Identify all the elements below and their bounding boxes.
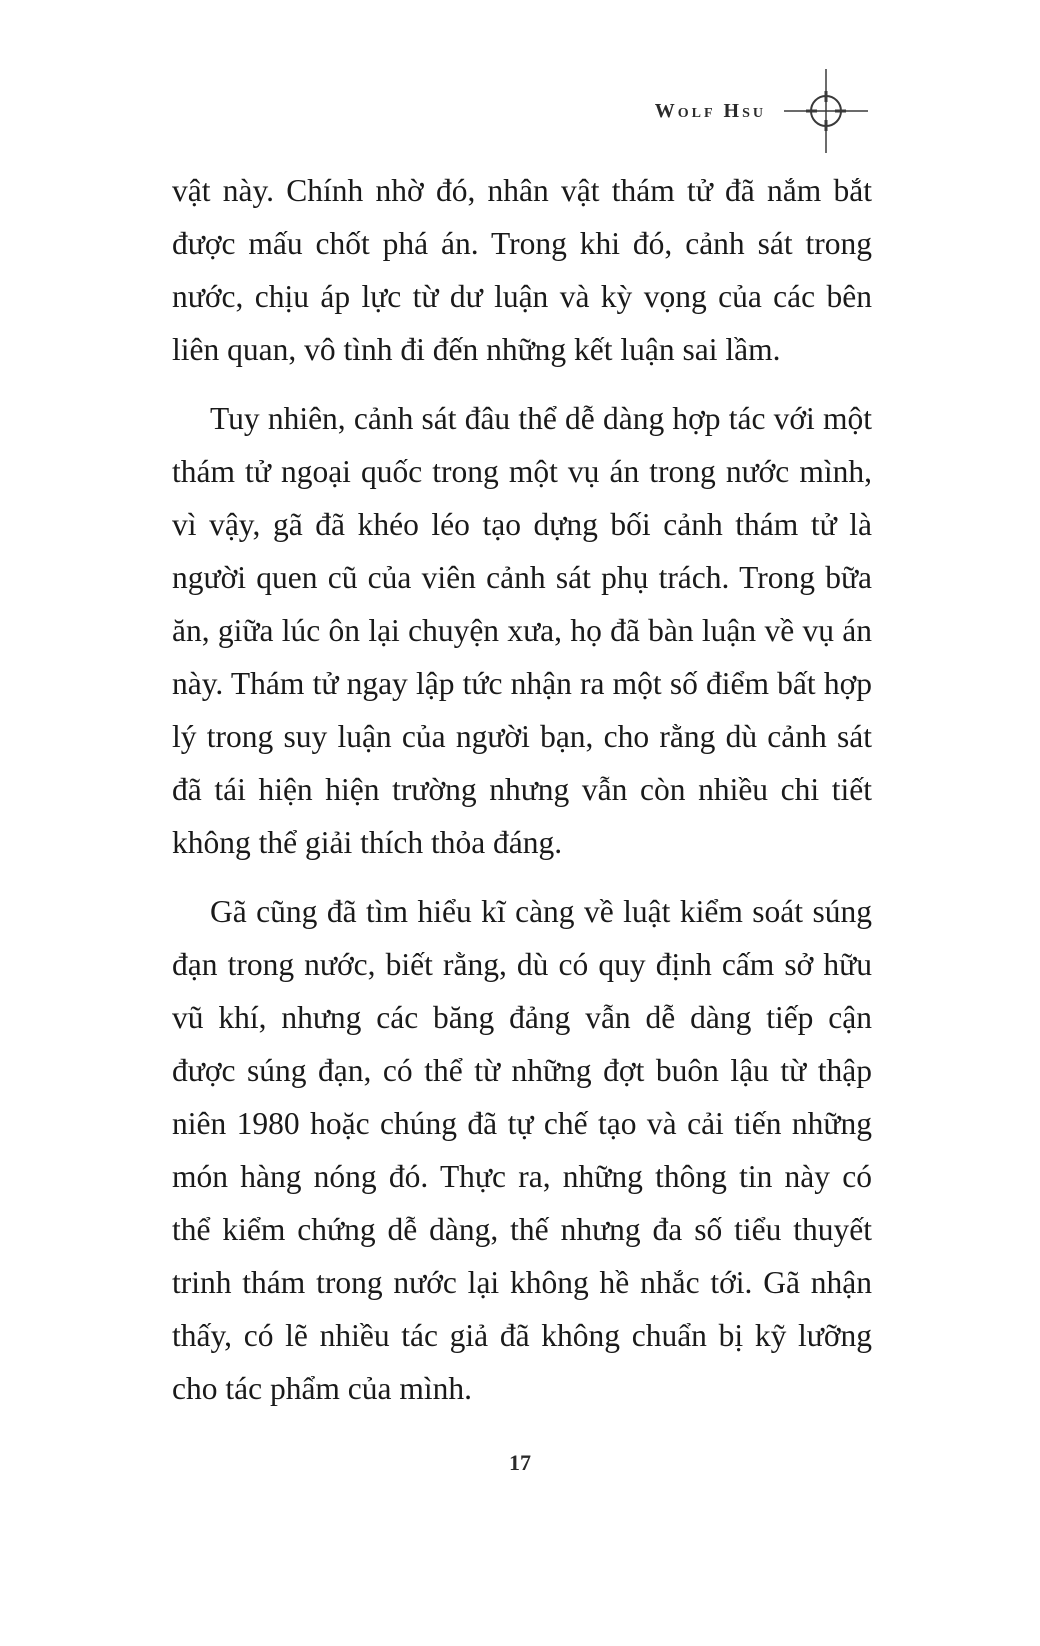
paragraph-1: vật này. Chính nhờ đó, nhân vật thám tử đã nắm bắt được mấu chốt phá án. Trong khi đó, cảnh sát trong nước, chịu áp lực từ dư luận và kỳ vọng của các bên liên quan, vô tình đi đến những kết luận sai lầm.: [172, 173, 872, 367]
running-header: [655, 66, 870, 156]
crosshair-icon: [782, 67, 870, 155]
paragraph-3: Gã cũng đã tìm hiểu kĩ càng về luật kiểm soát súng đạn trong nước, biết rằng, dù có quy định cấm sở hữu vũ khí, nhưng các băng đảng vẫn dễ dàng tiếp cận được súng đạn, có thể từ những đợt buôn lậu từ thập niên 1980 hoặc chúng đã tự chế tạo và cải tiến những món hàng nóng đó. Thực ra, những thông tin này có thể kiểm chứng dễ dàng, thế nhưng đa số tiểu thuyết trinh thám trong nước lại không hề nhắc tới. Gã nhận thấy, có lẽ nhiều tác giả đã không chuẩn bị kỹ lưỡng cho tác phẩm của mình.: [172, 894, 872, 1406]
paragraph-2: Tuy nhiên, cảnh sát đâu thể dễ dàng hợp tác với một thám tử ngoại quốc trong một vụ án trong nước mình, vì vậy, gã đã khéo léo tạo dựng bối cảnh thám tử là người quen cũ của viên cảnh sát phụ trách. Trong bữa ăn, giữa lúc ôn lại chuyện xưa, họ đã bàn luận về vụ án này. Thám tử ngay lập tức nhận ra một số điểm bất hợp lý trong suy luận của người bạn, cho rằng dù cảnh sát đã tái hiện hiện trường nhưng vẫn còn nhiều chi tiết không thể giải thích thỏa đáng.: [172, 401, 872, 860]
page-number: 17: [509, 1450, 531, 1475]
header-author-name: Wolf Hsu: [654, 99, 766, 122]
body-text: [172, 164, 872, 1431]
